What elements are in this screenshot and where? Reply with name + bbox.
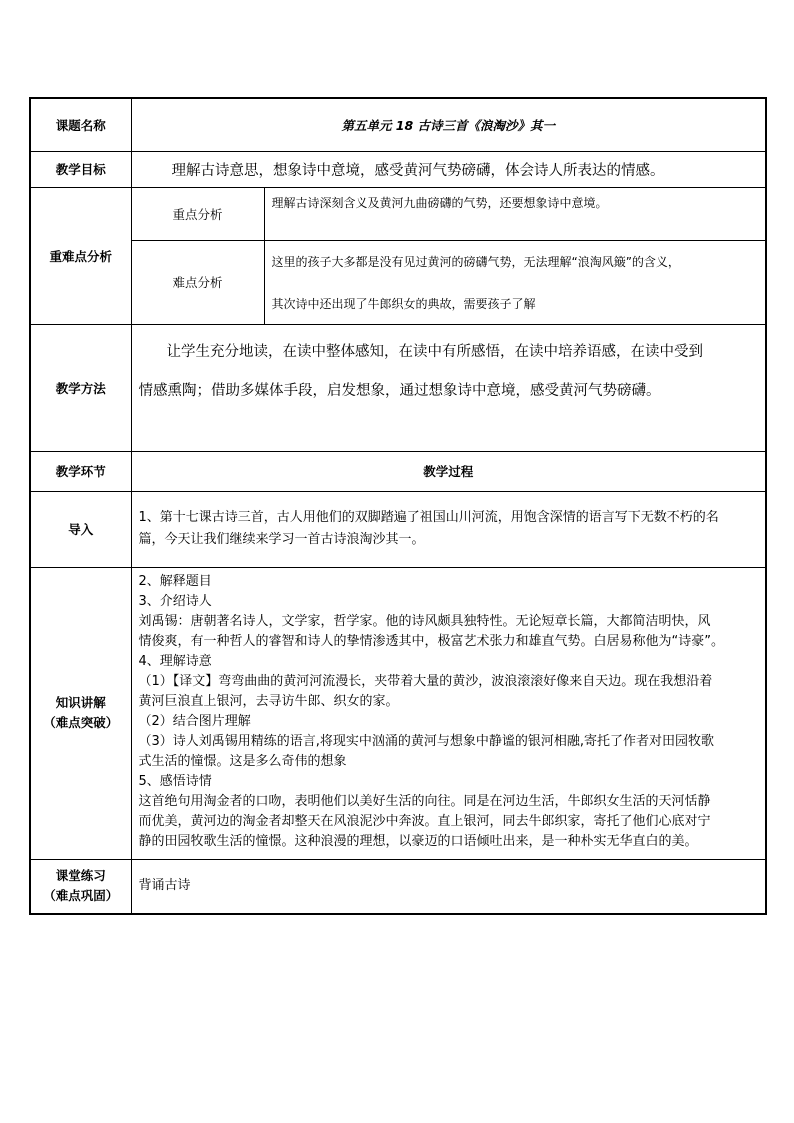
knowledge-line: 3、介绍诗人 <box>138 593 212 609</box>
knowledge-line: 式生活的憧憬。这是多么奇伟的想象 <box>138 753 347 769</box>
knowledge-line: （1）【译文】弯弯曲曲的黄河河流漫长，夹带着大量的黄沙，波浪滚滚好像来自天边。现在我想沿着 <box>138 673 713 689</box>
knowledge-line: 5、感悟诗情 <box>138 773 212 789</box>
knowledge-line: 4、理解诗意 <box>138 653 212 669</box>
row-course-name <box>30 98 766 151</box>
practice-label <box>30 859 131 914</box>
difficulty-label: 重难点分析 <box>30 187 131 324</box>
hard-point-line1: 这里的孩子大多都是没有见过黄河的磅礴气势，无法理解“浪淘风簸”的含义， <box>271 254 680 269</box>
method-line2: 情感熏陶；借助多媒体手段，启发想象，通过想象诗中意境，感受黄河气势磅礴。 <box>138 382 661 399</box>
knowledge-line: 静的田园牧歌生活的憧憬。这种浪漫的理想，以豪迈的口语倾吐出来，是一种朴实无华直白的美。 <box>138 833 698 849</box>
knowledge-line: 2、解释题目 <box>138 573 212 589</box>
method-label: 教学方法 <box>30 324 131 451</box>
row-practice <box>30 859 766 914</box>
knowledge-line: 黄河巨浪直上银河，去寻访牛郎、织女的家。 <box>138 693 399 709</box>
row-knowledge <box>30 567 766 859</box>
row-key-point <box>30 187 766 240</box>
knowledge-label-line2: （难点突破） <box>43 715 119 730</box>
practice-value: 背诵古诗 <box>131 859 766 914</box>
section-header-label: 教学环节 <box>30 451 131 491</box>
key-point-label: 重点分析 <box>131 187 264 240</box>
knowledge-line: 这首绝句用淘金者的口吻，表明他们以美好生活的向往。同是在河边生活，牛郎织女生活的天河恬静 <box>138 793 711 809</box>
row-section-header <box>30 451 766 491</box>
knowledge-label <box>30 567 131 859</box>
method-value <box>131 324 766 451</box>
knowledge-line: （3）诗人刘禹锡用精练的语言,将现实中汹涌的黄河与想象中静谧的银河相融,寄托了作者对田园牧歌 <box>138 733 715 749</box>
intro-value <box>131 491 766 567</box>
practice-label-line1: 课堂练习 <box>55 868 106 884</box>
lesson-plan-table <box>29 97 767 915</box>
key-point-value: 理解古诗深刻含义及黄河九曲磅礴的气势，还要想象诗中意境。 <box>264 187 766 240</box>
knowledge-value <box>131 567 766 859</box>
hard-point-value <box>264 240 766 324</box>
row-method <box>30 324 766 451</box>
row-goal <box>30 151 766 187</box>
section-header-value: 教学过程 <box>131 451 766 491</box>
row-intro <box>30 491 766 567</box>
knowledge-line: 而优美，黄河边的淘金者却整天在风浪泥沙中奔波。直上银河，同去牛郎织家，寄托了他们心底对宁 <box>138 813 711 829</box>
knowledge-line: （2）结合图片理解 <box>138 713 251 729</box>
knowledge-label-line1: 知识讲解 <box>55 695 106 710</box>
hard-point-line2: 其次诗中还出现了牛郎织女的典故，需要孩子了解 <box>271 296 536 311</box>
knowledge-line: 刘禹锡：唐朝著名诗人，文学家，哲学家。他的诗风颇具独特性。无论短章长篇，大都简洁明快，风 <box>138 613 711 629</box>
method-line1: 让学生充分地读，在读中整体感知，在读中有所感悟，在读中培养语感，在读中受到 <box>166 343 703 360</box>
intro-line2: 篇，今天让我们继续来学习一首古诗浪淘沙其一。 <box>138 532 425 547</box>
hard-point-label: 难点分析 <box>131 240 264 324</box>
intro-label: 导入 <box>30 491 131 567</box>
goal-value: 理解古诗意思，想象诗中意境，感受黄河气势磅礴，体会诗人所表达的情感。 <box>131 151 766 187</box>
knowledge-line: 情俊爽，有一种哲人的睿智和诗人的挚情渗透其中，极富艺术张力和雄直气势。白居易称他为“诗豪”。 <box>138 633 724 649</box>
course-name-label: 课题名称 <box>30 98 131 151</box>
row-hard-point <box>30 240 766 324</box>
goal-label: 教学目标 <box>30 151 131 187</box>
course-name-value: 第五单元 18 古诗三首《浪淘沙》其一 <box>131 98 766 151</box>
practice-label-line2: （难点巩固） <box>43 888 119 904</box>
intro-line1: 1、第十七课古诗三首，古人用他们的双脚踏遍了祖国山川河流，用饱含深情的语言写下无数不朽的名 <box>138 510 719 525</box>
